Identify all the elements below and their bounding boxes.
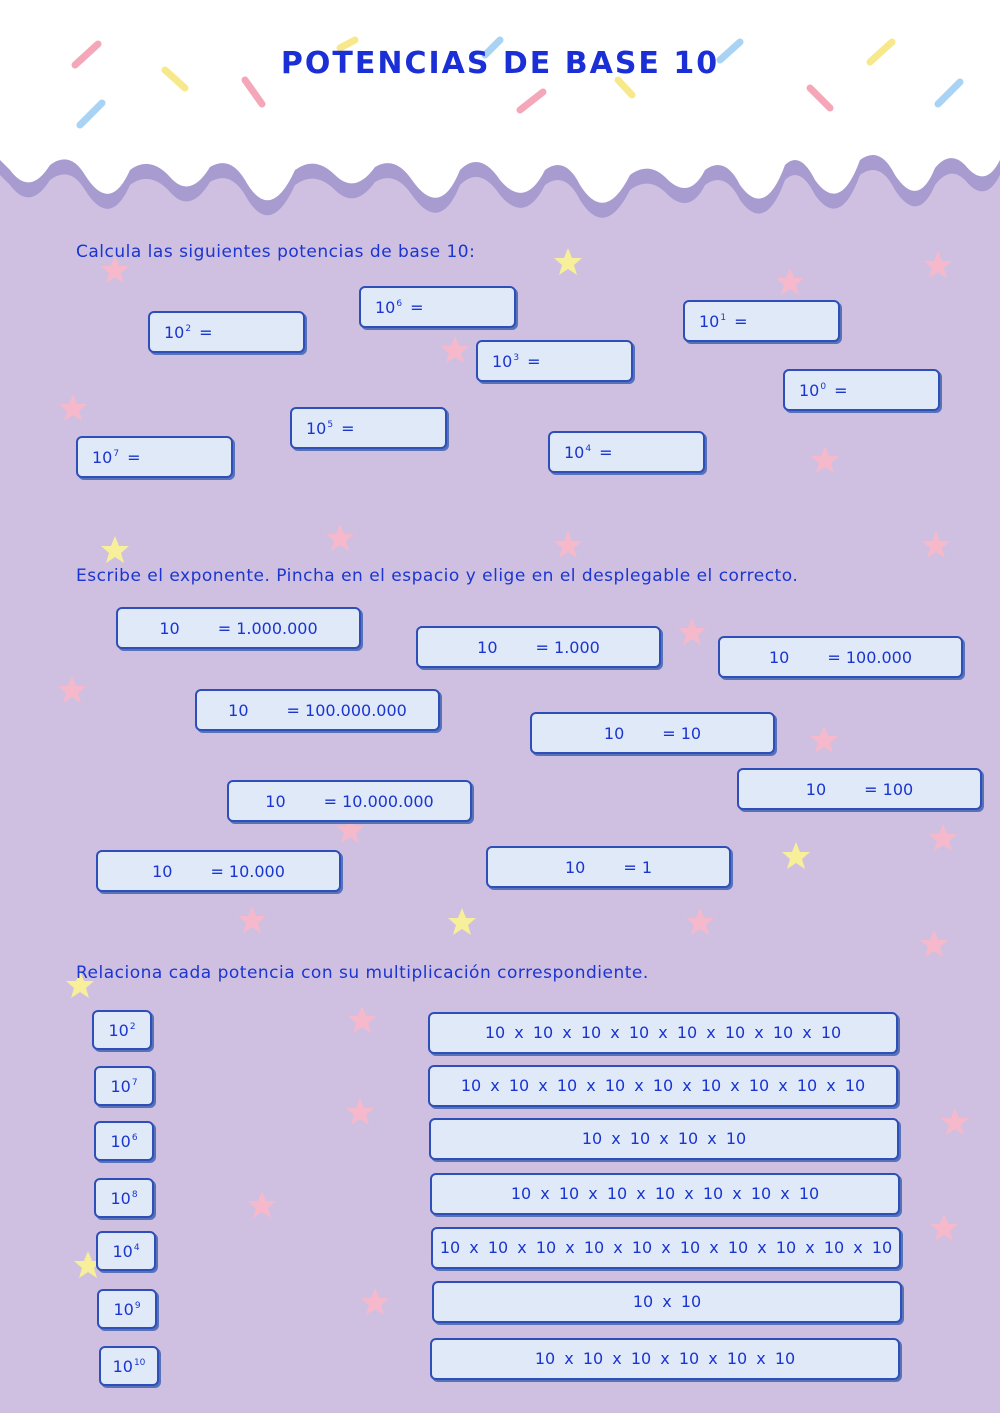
multiplication-match-item[interactable]: 10 x 10 [432,1281,902,1323]
multiplication-match-item[interactable]: 10 x 10 x 10 x 10 x 10 x 10 x 10 x 10 x 10 x 10 [431,1227,901,1269]
power-match-item[interactable]: $10^6$ [94,1121,154,1161]
exponent-dropdown-box[interactable]: 10 = 10.000.000 [227,780,472,822]
power-answer-box[interactable]: $10^4$ = [548,431,705,473]
page-title: POTENCIAS DE BASE 10 [280,46,720,81]
power-answer-box[interactable]: $10^1$ = [683,300,840,342]
multiplication-match-item[interactable]: 10 x 10 x 10 x 10 [429,1118,899,1160]
power-answer-box[interactable]: $10^5$ = [290,407,447,449]
power-answer-box[interactable]: $10^7$ = [76,436,233,478]
power-match-item[interactable]: $10^9$ [97,1289,157,1329]
power-answer-box[interactable]: $10^6$ = [359,286,516,328]
power-answer-box[interactable]: $10^3$ = [476,340,633,382]
exponent-dropdown-box[interactable]: 10 = 1.000.000 [116,607,361,649]
power-match-item[interactable]: $10^2$ [92,1010,152,1050]
exponent-dropdown-box[interactable]: 10 = 10 [530,712,775,754]
power-answer-box[interactable]: $10^2$ = [148,311,305,353]
section1-instruction: Calcula las siguientes potencias de base 10: [76,242,476,262]
multiplication-match-item[interactable]: 10 x 10 x 10 x 10 x 10 x 10 x 10 x 10 x 10 [428,1065,898,1107]
power-answer-box[interactable]: $10^0$ = [783,369,940,411]
exponent-dropdown-box[interactable]: 10 = 100.000.000 [195,689,440,731]
power-match-item[interactable]: $10^{10}$ [99,1346,159,1386]
power-match-item[interactable]: $10^4$ [96,1231,156,1271]
exponent-dropdown-box[interactable]: 10 = 1 [486,846,731,888]
exponent-dropdown-box[interactable]: 10 = 10.000 [96,850,341,892]
exponent-dropdown-box[interactable]: 10 = 100 [737,768,982,810]
exponent-dropdown-box[interactable]: 10 = 100.000 [718,636,963,678]
power-match-item[interactable]: $10^7$ [94,1066,154,1106]
multiplication-match-item[interactable]: 10 x 10 x 10 x 10 x 10 x 10 [430,1338,900,1380]
section2-instruction: Escribe el exponente. Pincha en el espacio y elige en el desplegable el correcto. [76,566,799,586]
multiplication-match-item[interactable]: 10 x 10 x 10 x 10 x 10 x 10 x 10 [430,1173,900,1215]
exponent-dropdown-box[interactable]: 10 = 1.000 [416,626,661,668]
multiplication-match-item[interactable]: 10 x 10 x 10 x 10 x 10 x 10 x 10 x 10 [428,1012,898,1054]
power-match-item[interactable]: $10^8$ [94,1178,154,1218]
section3-instruction: Relaciona cada potencia con su multiplicación correspondiente. [76,963,649,983]
